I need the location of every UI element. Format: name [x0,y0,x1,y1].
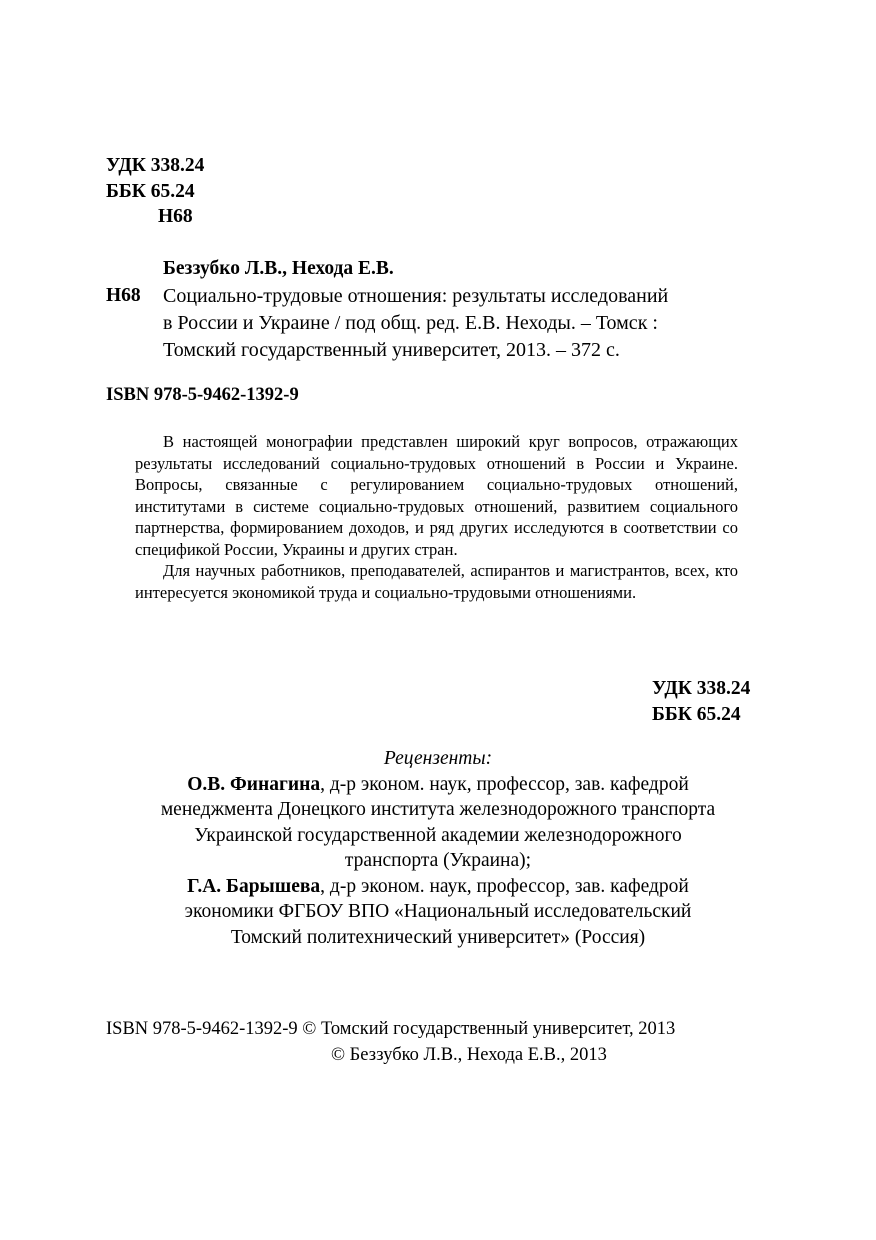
reviewers-heading: Рецензенты: [383,748,493,769]
classification-block [106,153,204,230]
reviewer-affiliation: Украинской государственной академии железнодорожного [194,824,682,846]
description-line: Социально-трудовые отношения: результаты исследований [163,285,669,307]
isbn: ISBN 978-5-9462-1392-9 [106,385,299,405]
author-mark: Н68 [158,206,193,227]
reviewer-affiliation: экономики ФГБОУ ВПО «Национальный исследовательский [184,901,692,922]
annotation-paragraph: Для научных работников, преподавателей, аспирантов и магистрантов, всех, кто интересуется экономикой труда и социально-трудовыми отношениями. [135,561,738,602]
reviewers-block [80,746,796,950]
bibliographic-description [163,283,668,364]
reviewer-affiliation: Томский политехнический университет» (Россия) [230,926,646,948]
reviewer-affiliation: транспорта (Украина); [344,850,532,871]
copyright-block [106,1016,675,1068]
annotation [135,431,738,603]
bbk-code-right: ББК 65.24 [652,704,741,725]
reviewer-title: , д-р эконом. наук, профессор, зав. кафедрой [320,773,689,795]
description-line: Томский государственный университет, 2013. – 372 с. [163,339,620,361]
copyright-isbn: ISBN 978-5-9462-1392-9 [106,1019,298,1039]
description-line: в России и Украине / под общ. ред. Е.В. Неходы. – Томск : [163,312,658,334]
book-author-mark: Н68 [106,285,141,306]
copyright-line [106,1016,675,1042]
reviewer-name: О.В. Финагина [187,773,321,795]
book-authors: Беззубко Л.В., Нехода Е.В. [163,258,394,279]
copyright-authors: © Беззубко Л.В., Нехода Е.В., 2013 [331,1045,607,1065]
reviewer-line [80,874,796,900]
annotation-paragraph: В настоящей монографии представлен широкий круг вопросов, отражающих результаты исследований социально-трудовых отношений в России и Украине. Вопросы, связанные с регулированием социально-трудовых отношений, институтами в системе социально-трудовых отношений, развитием социального партнерства, формированием доходов, и ряд других исследуются в соответствии со спецификой России, Украины и других стран. [135,432,738,559]
udk-code-right: УДК 338.24 [652,678,751,699]
copyright-publisher: © Томский государственный университет, 2013 [302,1019,676,1039]
reviewer-title: , д-р эконом. наук, профессор, зав. кафедрой [320,875,689,897]
udk-code: УДК 338.24 [106,155,205,176]
reviewer-affiliation: менеджмента Донецкого института железнодорожного транспорта [160,799,716,820]
reviewer-line [80,772,796,798]
classification-block-right [652,676,750,728]
bbk-code: ББК 65.24 [106,180,195,202]
reviewer-name: Г.А. Барышева [187,875,321,897]
